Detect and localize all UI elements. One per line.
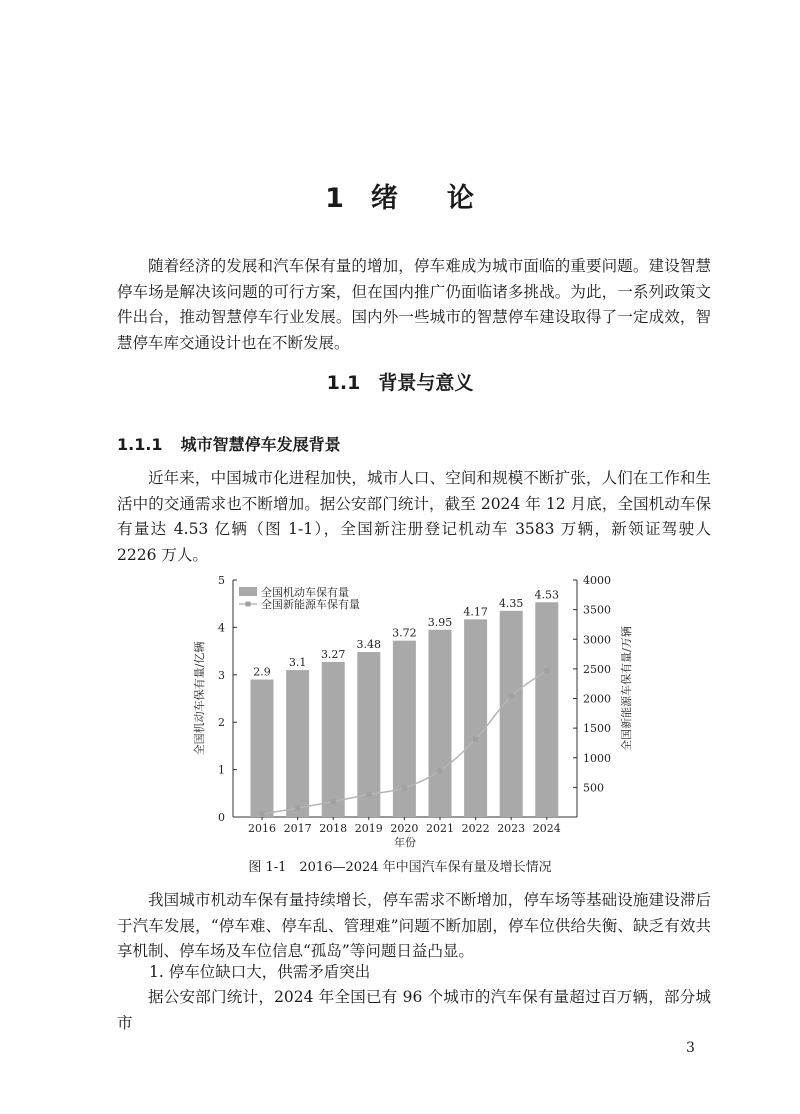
new-energy-point-2022 xyxy=(473,737,478,742)
chapter-title-char-1: 绪 xyxy=(370,183,399,214)
x-tick-label: 2021 xyxy=(426,822,454,835)
bar-value-label: 4.35 xyxy=(498,596,524,610)
parking-problem-paragraph: 我国城市机动车保有量持续增长，停车需求不断增加，停车场等基础设施建设滞后于汽车发展，“停车难、停车乱、管理难”问题不断加剧，停车位供给失衡、缺乏有效共享机制、停车场及车位信息“孤岛”等问题日益凸显。 xyxy=(117,891,711,960)
section-number: 1.1 xyxy=(326,372,361,394)
bar-2018 xyxy=(322,662,345,817)
right-tick-label: 4000 xyxy=(583,574,611,587)
subsection-number: 1.1.1 xyxy=(117,435,163,454)
right-tick-label: 1500 xyxy=(583,722,611,736)
left-tick-label: 2 xyxy=(218,716,225,730)
x-tick-label: 2022 xyxy=(461,822,490,835)
x-tick-label: 2020 xyxy=(390,822,419,835)
new-energy-point-2017 xyxy=(295,806,300,811)
chapter-number: 1 xyxy=(325,183,345,214)
chapter-title-char-2: 论 xyxy=(446,183,475,214)
left-tick-label: 1 xyxy=(218,763,225,777)
legend-bar-label: 全国机动车保有量 xyxy=(261,586,349,599)
legend-line-label: 全国新能源车保有量 xyxy=(261,598,360,611)
background-paragraph: 近年来，中国城市化进程加快，城市人口、空间和规模不断扩张，人们在工作和生活中的交通需求也不断增加。据公安部门统计，截至 2024 年 12 月底，全国机动车保有量达 4.53 亿辆（图 1-1），全国新注册登记机动车 3583 万辆，新领证驾驶人 2226 万人。 xyxy=(117,469,711,564)
new-energy-point-2020 xyxy=(402,785,407,790)
new-energy-point-2018 xyxy=(331,799,336,804)
subsection-heading xyxy=(117,432,341,455)
x-tick-label: 2016 xyxy=(248,822,276,835)
section-heading xyxy=(0,368,800,395)
bar-2021 xyxy=(429,630,452,817)
figure-1-1-chart xyxy=(0,566,800,856)
chapter-title xyxy=(0,176,800,215)
bar-value-label: 3.72 xyxy=(392,626,417,640)
right-tick-label: 3500 xyxy=(583,603,611,617)
bar-value-label: 2.9 xyxy=(253,665,271,679)
legend-bar-swatch xyxy=(239,587,257,596)
new-energy-point-2019 xyxy=(366,792,371,797)
right-tick-label: 500 xyxy=(583,781,604,795)
bar-value-label: 3.1 xyxy=(288,656,307,670)
x-tick-label: 2023 xyxy=(497,822,526,835)
new-energy-point-2023 xyxy=(509,694,514,699)
left-tick-label: 0 xyxy=(218,811,225,824)
left-axis-title: 全国机动车保有量/亿辆 xyxy=(193,641,206,756)
left-tick-label: 5 xyxy=(218,574,225,587)
new-energy-point-2016 xyxy=(260,812,265,817)
figure-caption: 图 1-1 2016—2024 年中国汽车保有量及增长情况 xyxy=(248,860,552,875)
x-tick-label: 2018 xyxy=(319,822,348,835)
new-energy-point-2024 xyxy=(544,668,549,673)
right-tick-label: 3000 xyxy=(583,633,611,647)
right-tick-label: 2500 xyxy=(583,662,611,676)
bar-value-label: 3.27 xyxy=(320,648,346,662)
bar-value-label: 4.53 xyxy=(534,588,560,602)
left-tick-label: 3 xyxy=(218,668,225,682)
page-number: 3 xyxy=(686,1040,695,1056)
subsection-title: 城市智慧停车发展背景 xyxy=(180,435,341,454)
right-tick-label: 2000 xyxy=(583,692,611,706)
legend-line-marker xyxy=(246,602,251,607)
bar-value-label: 3.95 xyxy=(427,615,453,629)
new-energy-point-2021 xyxy=(438,768,443,773)
x-tick-label: 2017 xyxy=(283,822,312,835)
list-item-1: 1. 停车位缺口大，供需矛盾突出 xyxy=(149,963,371,981)
statistics-paragraph: 据公安部门统计，2024 年全国已有 96 个城市的汽车保有量超过百万辆，部分城市 xyxy=(117,988,711,1032)
bar-value-label: 3.48 xyxy=(356,638,382,652)
right-axis-title: 全国新能源车保有量/万辆 xyxy=(620,626,633,751)
left-tick-label: 4 xyxy=(218,621,225,635)
x-tick-label: 2024 xyxy=(532,822,561,835)
bar-value-label: 4.17 xyxy=(463,605,488,619)
bar-2024 xyxy=(535,602,558,817)
bar-2016 xyxy=(251,680,274,817)
section-title: 背景与意义 xyxy=(378,372,474,394)
intro-paragraph: 随着经济的发展和汽车保有量的增加，停车难成为城市面临的重要问题。建设智慧停车场是解决该问题的可行方案，但在国内推广仍面临诸多挑战。为此，一系列政策文件出台，推动智慧停车行业发展。国内外一些城市的智慧停车建设取得了一定成效，智慧停车库交通设计也在不断发展。 xyxy=(117,257,711,352)
right-tick-label: 1000 xyxy=(583,751,611,765)
x-tick-label: 2019 xyxy=(354,822,383,835)
bar-2023 xyxy=(500,611,523,817)
bar-2022 xyxy=(464,619,487,817)
x-axis-title: 年份 xyxy=(394,836,416,849)
bar-2017 xyxy=(286,670,309,817)
